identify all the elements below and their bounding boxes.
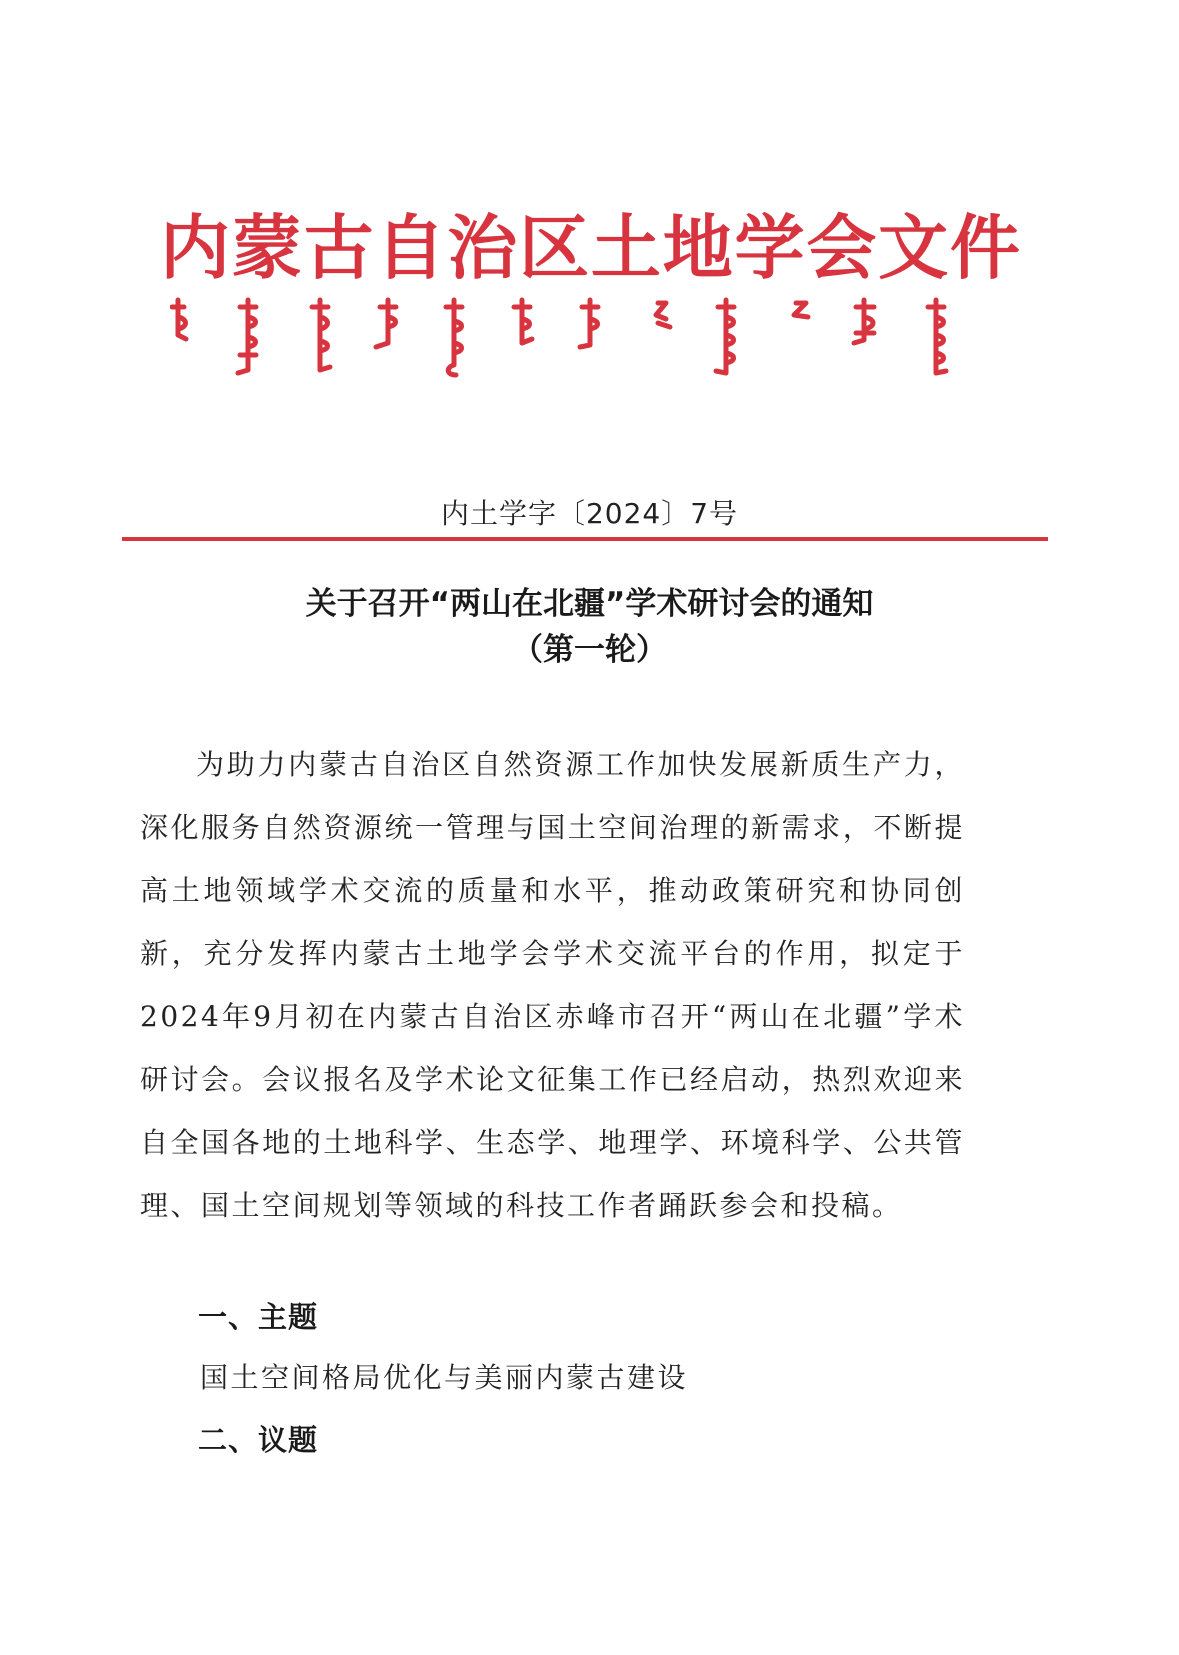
header-char: 治: [447, 206, 518, 289]
header-char: 自: [375, 206, 446, 289]
header-char: 学: [734, 206, 805, 289]
header-char: 件: [949, 206, 1020, 289]
header-char: 会: [806, 206, 877, 289]
header-char: 文: [878, 206, 949, 289]
mongolian-script-graphic: [170, 295, 1000, 385]
organization-header: [160, 208, 1020, 288]
header-char: 古: [303, 206, 374, 289]
notice-title: 关于召开“两山在北疆”学术研讨会的通知: [305, 586, 874, 622]
header-char: 蒙: [231, 206, 302, 289]
header-char: 区: [519, 206, 590, 289]
notice-subtitle: （第一轮）: [512, 632, 667, 668]
section-text-theme: 国土空间格局优化与美丽内蒙古建设: [200, 1361, 689, 1394]
document-number: 内土学字〔2024〕7号: [440, 497, 739, 530]
mongolian-script-header: [170, 295, 1000, 385]
body-text: [140, 733, 965, 1237]
red-divider-line: [122, 537, 1048, 541]
section-heading-theme: 一、主题: [198, 1300, 319, 1334]
header-char: 地: [662, 206, 733, 289]
header-char: 土: [590, 206, 661, 289]
section-heading-topics: 二、议题: [198, 1423, 319, 1457]
body-paragraph: 为助力内蒙古自治区自然资源工作加快发展新质生产力，深化服务自然资源统一管理与国土空间治理的新需求，不断提高土地领域学术交流的质量和水平，推动政策研究和协同创新，充分发挥内蒙古土地学会学术交流平台的作用，拟定于2024年9月初在内蒙古自治区赤峰市召开“两山在北疆”学术研讨会。会议报名及学术论文征集工作已经启动，热烈欢迎来自全国各地的土地科学、生态学、地理学、环境科学、公共管理、国土空间规划等领域的科技工作者踊跃参会和投稿。: [140, 748, 965, 1222]
header-char: 内: [160, 206, 230, 289]
